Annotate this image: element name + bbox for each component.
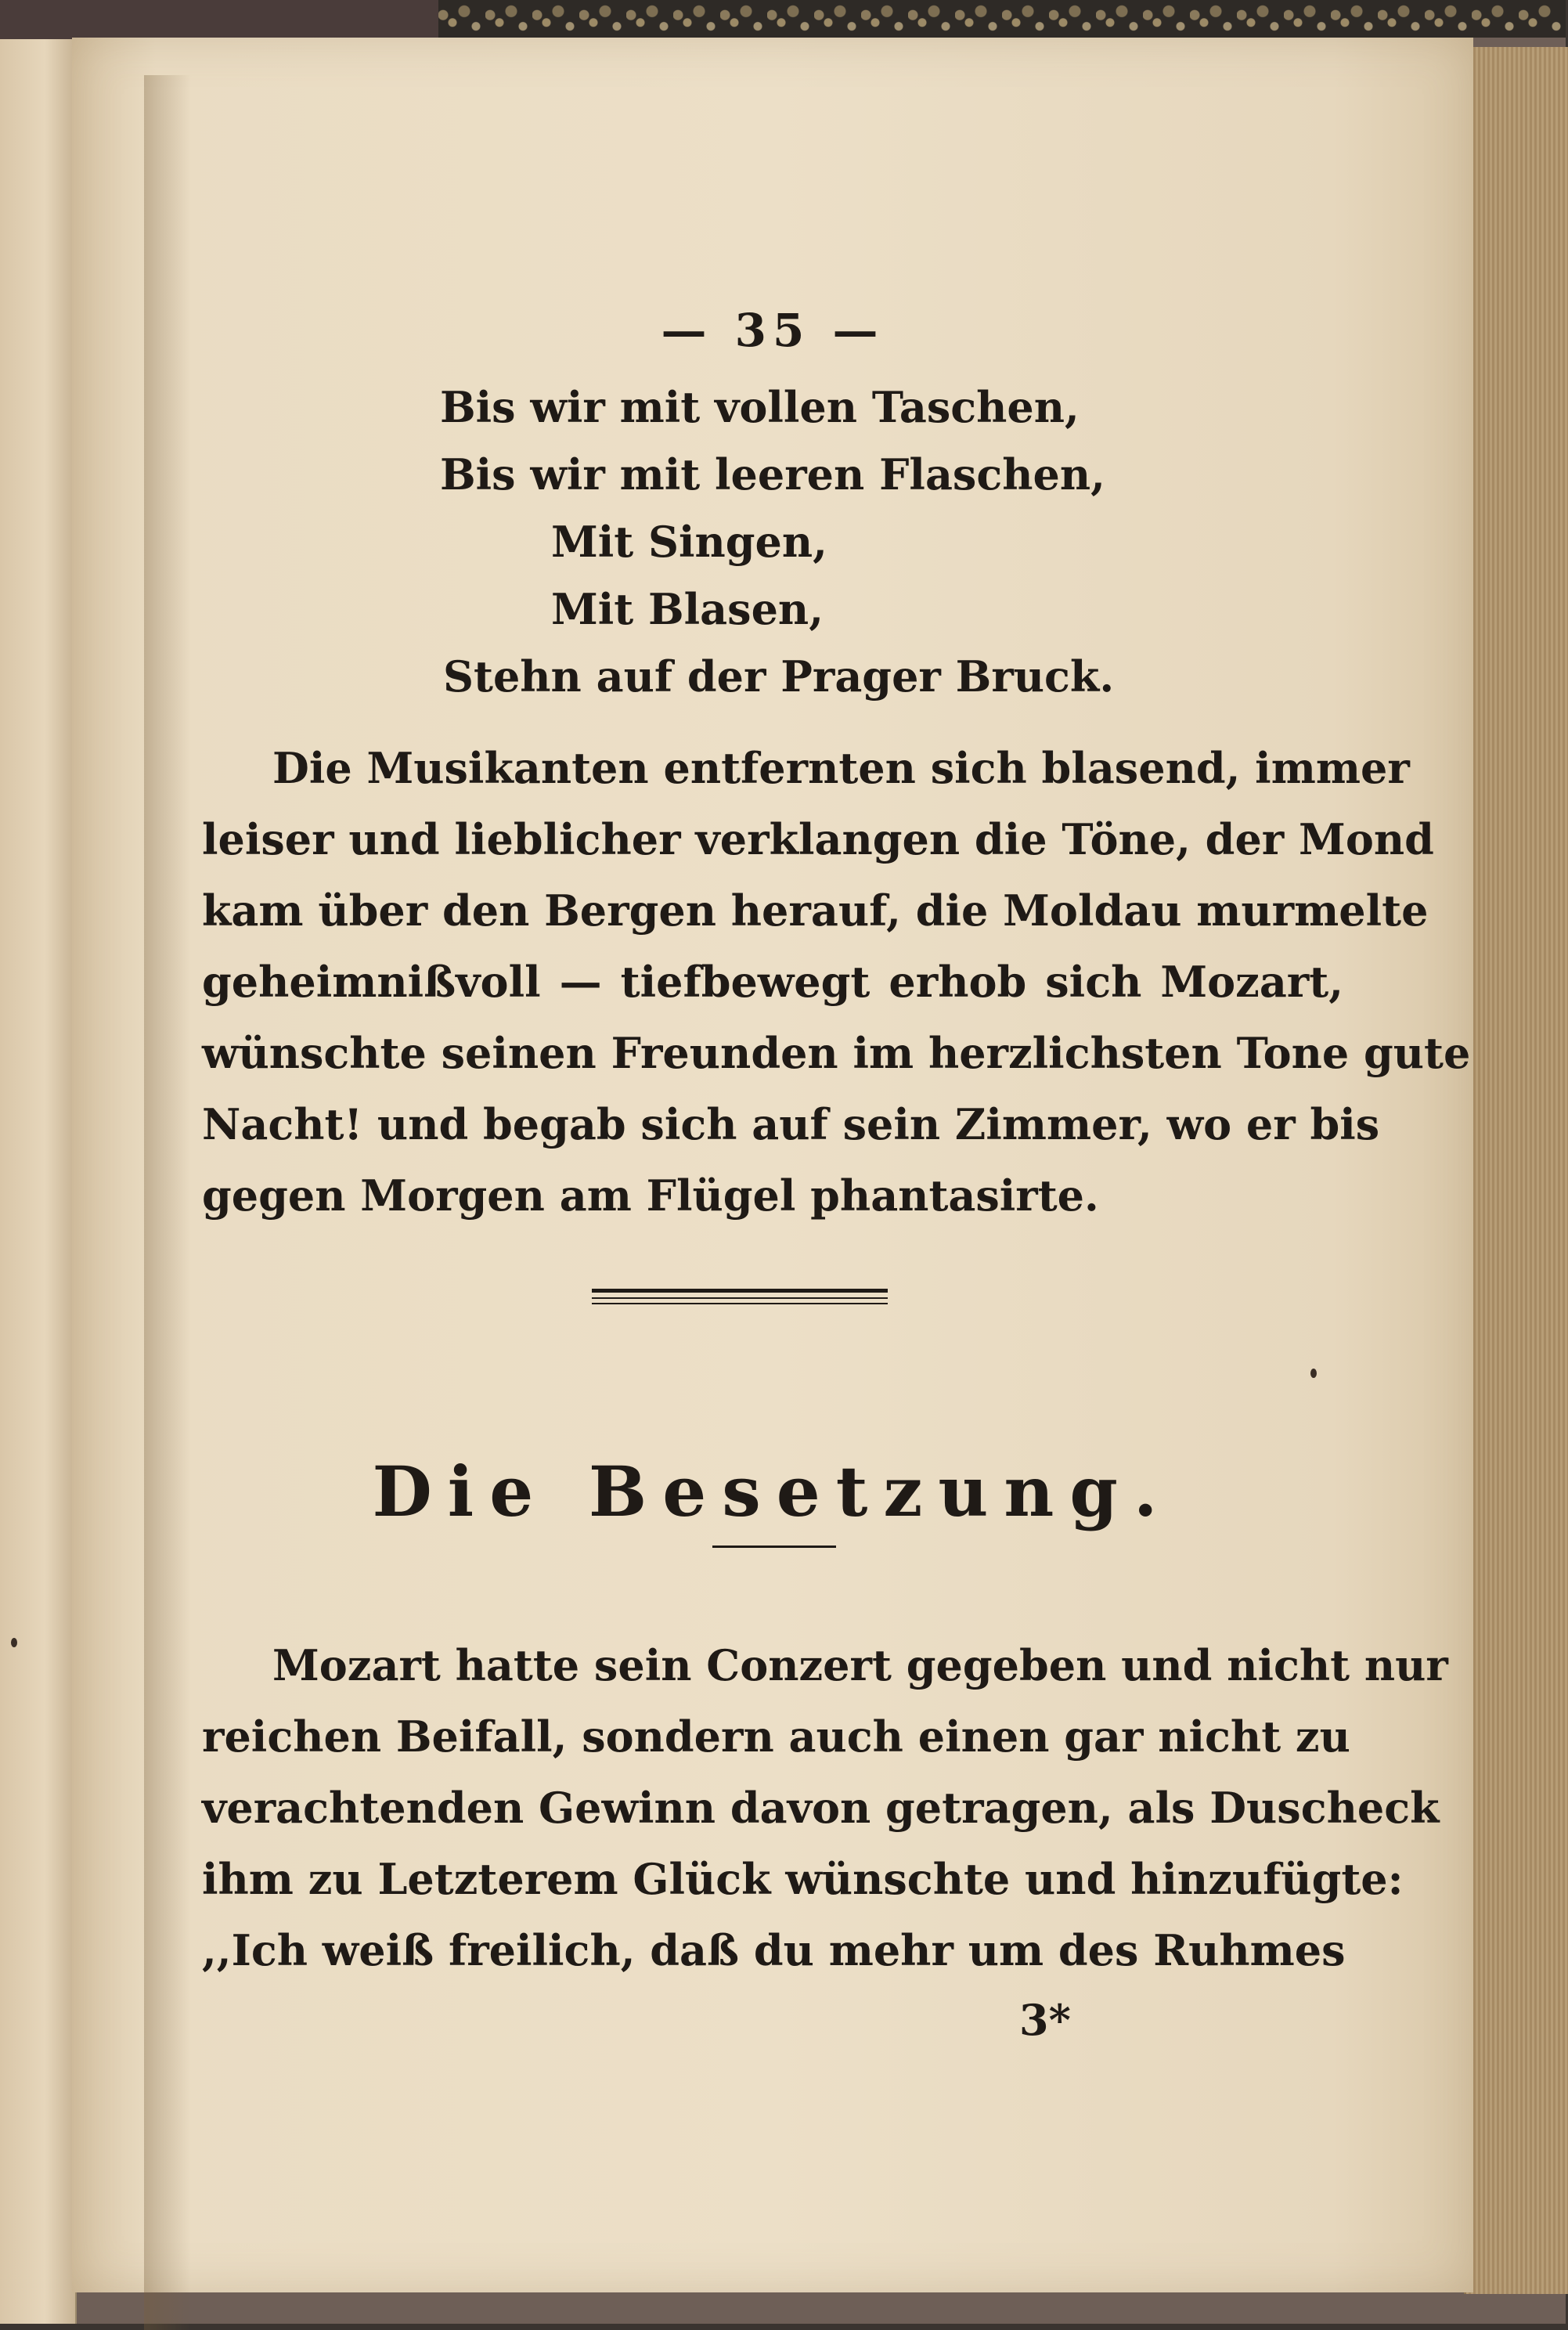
heading-underline [712, 1546, 836, 1548]
verse-line: Mit Singen, [551, 517, 827, 567]
text-line: kam über den Bergen herauf, die Moldau murmelte [202, 885, 1429, 936]
verse-line: Stehn auf der Prager Bruck. [443, 651, 1115, 702]
catchword: 3* [1019, 1995, 1071, 2045]
section-rule-thin [592, 1297, 888, 1299]
text-line: Nacht! und begab sich auf sein Zimmer, wo er bis [202, 1099, 1380, 1149]
paragraph-1 [202, 733, 1471, 1232]
page-block-edge [1464, 47, 1568, 2294]
text-line: ihm zu Letzterem Glück wünschte und hinzufügte: [202, 1854, 1404, 1904]
spine-shadow [144, 75, 191, 2330]
paragraph-2 [202, 1630, 1448, 1986]
text-line: reichen Beifall, sondern auch einen gar nicht zu [202, 1711, 1350, 1762]
text-line: Die Musikanten entfernten sich blasend, immer [272, 743, 1410, 793]
verse-line: Bis wir mit leeren Flaschen, [440, 449, 1105, 500]
text-line: gegen Morgen am Flügel phantasirte. [202, 1170, 1099, 1221]
book-page [72, 38, 1473, 2292]
left-page-edge [0, 39, 77, 2324]
ink-speck [1310, 1369, 1317, 1378]
ink-speck [11, 1638, 17, 1647]
text-line: verachtenden Gewinn davon getragen, als Duscheck [202, 1783, 1440, 1833]
page-number: — 35 — [661, 304, 885, 357]
verse-line: Mit Blasen, [551, 584, 824, 634]
text-line: leiser und lieblicher verklangen die Töne, der Mond [202, 814, 1434, 864]
section-rule-thin [592, 1303, 888, 1304]
verse-line: Bis wir mit vollen Taschen, [440, 382, 1080, 432]
text-line: ,,Ich weiß freilich, daß du mehr um des Ruhmes [202, 1925, 1346, 1975]
text-line: geheimnißvoll — tiefbewegt erhob sich Mozart, [202, 957, 1343, 1007]
section-heading: Die Besetzung. [372, 1451, 1173, 1532]
section-rule-thick [592, 1289, 888, 1293]
text-line: wünschte seinen Freunden im herzlichsten Tone gute [202, 1028, 1471, 1078]
marbled-cover-edge [438, 0, 1566, 38]
text-line: Mozart hatte sein Conzert gegeben und nicht nur [272, 1640, 1448, 1690]
